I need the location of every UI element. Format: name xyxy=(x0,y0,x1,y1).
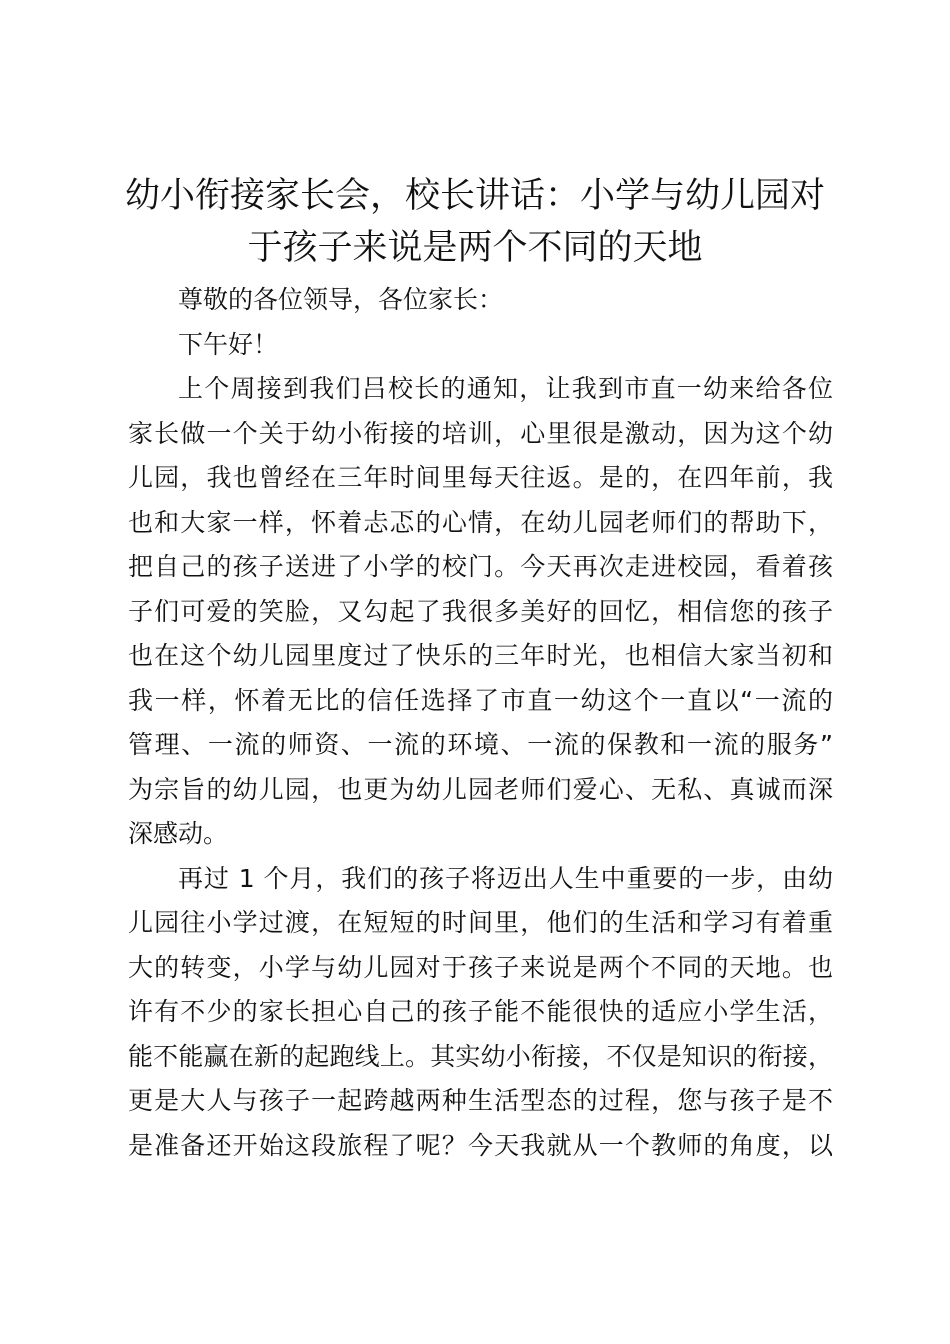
text-line: 为宗旨的幼儿园，也更为幼儿园老师们爱心、无私、真诚而深 xyxy=(128,774,833,804)
text-line: 许有不少的家长担心自己的孩子能不能很快的适应小学生活， xyxy=(128,997,833,1026)
text-line: 也和大家一样，怀着忐忑的心情，在幼儿园老师们的帮助下， xyxy=(128,507,833,537)
title-line: 幼小衔接家长会，校长讲话：小学与幼儿园对 xyxy=(124,176,825,216)
text-line: 管理、一流的师资、一流的环境、一流的保教和一流的服务” xyxy=(128,730,833,759)
text-line: 能不能赢在新的起跑线上。其实幼小衔接，不仅是知识的衔接， xyxy=(128,1041,833,1071)
text-line: 上个周接到我们吕校长的通知，让我到市直一幼来给各位 xyxy=(178,374,833,403)
text-line: 家长做一个关于幼小衔接的培训，心里很是激动，因为这个幼 xyxy=(128,418,833,448)
text-line: 再过 1 个月，我们的孩子将迈出人生中重要的一步，由幼 xyxy=(178,863,833,893)
text-line: 子们可爱的笑脸，又勾起了我很多美好的回忆，相信您的孩子 xyxy=(128,596,833,626)
title-line: 于孩子来说是两个不同的天地 xyxy=(247,228,703,268)
document-body xyxy=(128,278,833,1168)
text-line: 我一样，怀着无比的信任选择了市直一幼这个一直以“一流的 xyxy=(128,685,833,715)
text-line: 下午好！ xyxy=(178,329,279,359)
text-line: 儿园，我也曾经在三年时间里每天往返。是的，在四年前，我 xyxy=(128,463,833,492)
text-line: 也在这个幼儿园里度过了快乐的三年时光，也相信大家当初和 xyxy=(128,641,833,670)
text-line: 大的转变，小学与幼儿园对于孩子来说是两个不同的天地。也 xyxy=(128,952,833,982)
text-line: 更是大人与孩子一起跨越两种生活型态的过程，您与孩子是不 xyxy=(128,1086,833,1115)
text-line: 是准备还开始这段旅程了呢？今天我就从一个教师的角度，以 xyxy=(128,1130,833,1160)
text-line: 深感动。 xyxy=(128,819,229,848)
text-line: 尊敬的各位领导，各位家长： xyxy=(178,285,504,314)
text-line: 儿园往小学过渡，在短短的时间里，他们的生活和学习有着重 xyxy=(128,908,833,937)
text-line: 把自己的孩子送进了小学的校门。今天再次走进校园，看着孩 xyxy=(128,552,833,581)
document-title xyxy=(110,170,840,274)
